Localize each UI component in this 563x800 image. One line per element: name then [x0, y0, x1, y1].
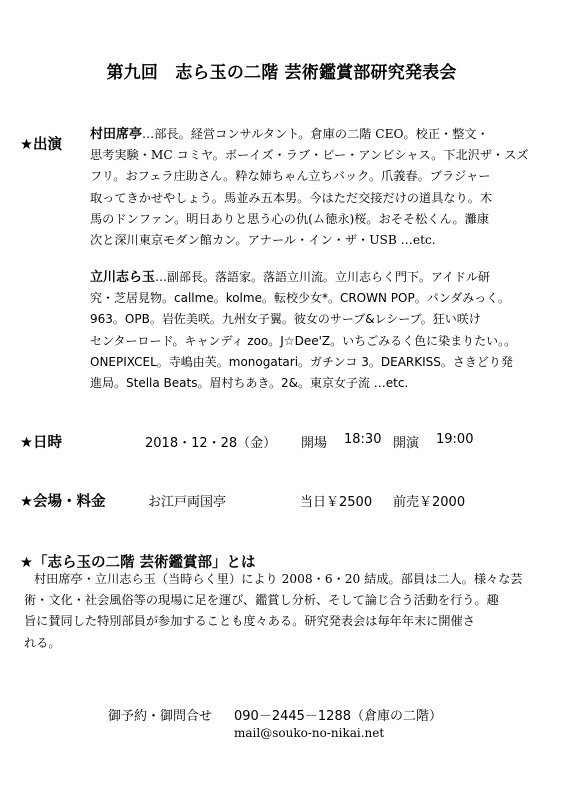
about-line: 村田席亭・立川志ら玉（当時らく里）により 2008・6・20 結成。部員は二人。様々な芸 — [34, 572, 523, 586]
cast-member-line: 取ってきかせやしょう。馬並み五本男。今はただ交接だけの道具なり。木 — [90, 190, 493, 205]
start-time: 19:00 — [436, 432, 474, 447]
event-date: 2018・12・28（金） — [145, 436, 277, 451]
about-description — [24, 569, 523, 654]
venue-heading: ★会場・料金 — [20, 494, 106, 510]
about-line: 術・文化・社会風俗等の現場に足を運び、鑑賞し分析、そして論じ合う活動を行う。趣 — [24, 593, 499, 608]
cast-member-line: ONEPIXCEL。寺嶋由芙。monogatari。ガチンコ 3。DEARKISS。さきどり発 — [90, 354, 513, 369]
open-label: 開場 — [301, 436, 328, 451]
cast-member-line: センターロード。キャンディ zoo。J☆Dee'Z。いちごみるく色に染まりたい。。 — [90, 333, 517, 348]
door-price: 当日￥2500 — [300, 495, 373, 510]
cast-member-line: 馬のドンファン。明日ありと思う心の仇(ム徳永)桜。おそそ松くん。灘康 — [90, 211, 490, 226]
cast-member-line: 次と深川東京モダン館カン。アナール・イン・ザ・USB …etc. — [90, 233, 436, 248]
venue-name: お江戸両国亭 — [148, 495, 227, 510]
contact-phone: 090－2445－1288（倉庫の二階） — [234, 709, 442, 724]
contact-email[interactable]: mail@souko-no-nikai.net — [234, 726, 385, 740]
cast-member-shiratama — [90, 267, 516, 394]
cast-member-line: フリ。おフェラ庄助さん。粋な姉ちゃん立ちバック。爪義春。ブラジャー — [90, 169, 491, 184]
advance-price: 前売￥2000 — [393, 495, 466, 510]
cast-member-line: 立川志ら玉…副部長。落語家。落語立川流。立川志らく門下。アイドル研 — [90, 270, 490, 285]
cast-member-line: 究・芝居見物。callme。kolme。転校少女*。CROWN POP。パンダみっく。 — [90, 291, 510, 306]
about-heading: ★「志ら玉の二階 芸術鑑賞部」とは — [20, 555, 256, 571]
cast-member-name: 立川志ら玉 — [90, 270, 156, 285]
cast-member-name: 村田席亭 — [90, 127, 143, 142]
cast-member-line: 963。OPB。岩佐美咲。九州女子翼。彼女のサーブ&レシーブ。狂い咲け — [90, 312, 481, 327]
open-time: 18:30 — [344, 432, 382, 447]
contact-label: 御予約・御問合せ — [108, 709, 213, 724]
about-line: れる。 — [24, 635, 61, 650]
start-label: 開演 — [393, 436, 420, 451]
cast-heading: ★出演 — [20, 137, 62, 153]
date-heading: ★日時 — [20, 435, 62, 451]
about-line: 旨に賛同した特別部員が参加することも度々ある。研究発表会は毎年年末に開催さ — [24, 614, 475, 629]
page-title: 第九回 志ら玉の二階 芸術鑑賞部研究発表会 — [106, 63, 457, 83]
cast-member-line: 思考実験・MC コミヤ。ボーイズ・ラブ・ビー・アンビシャス。下北沢ザ・スズ — [90, 148, 529, 163]
cast-member-murata — [90, 124, 529, 251]
cast-member-line: 進局。Stella Beats。眉村ちあき。2&。東京女子流 …etc. — [90, 376, 409, 391]
cast-member-line: 村田席亭…部長。経営コンサルタント。倉庫の二階 CEO。校正・整文・ — [90, 127, 489, 142]
